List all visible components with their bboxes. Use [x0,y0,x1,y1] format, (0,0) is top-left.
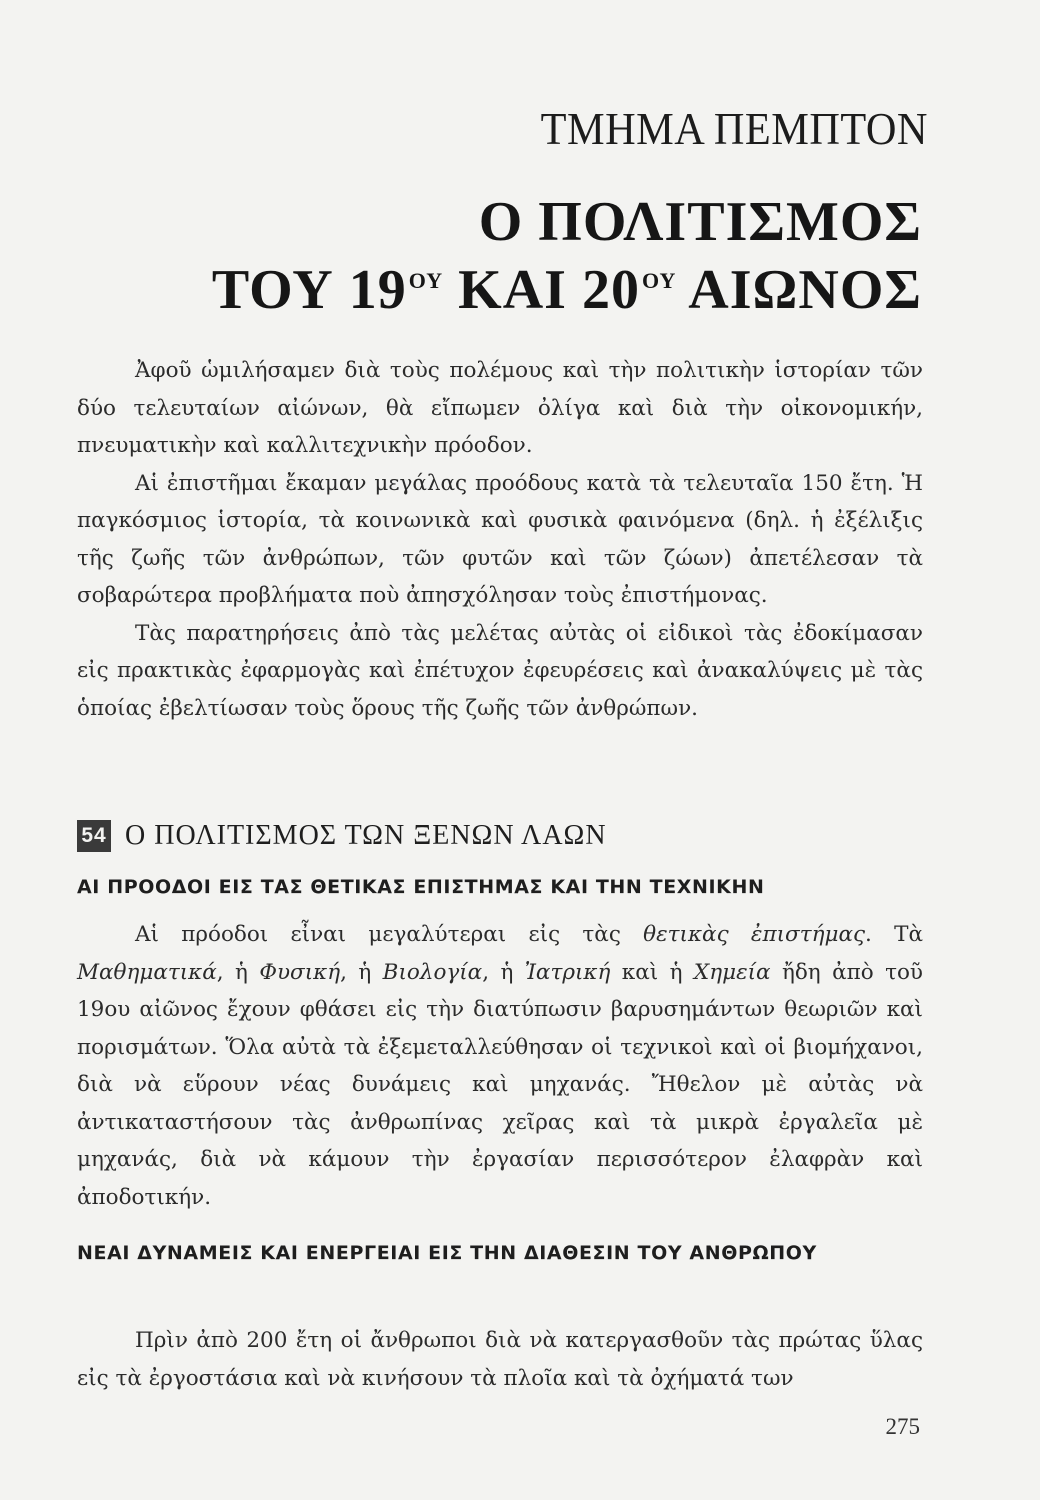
body-paragraph: Αἱ πρόοδοι εἶναι μεγαλύτεραι εἰς τὰς θετικὰς ἐπιστήμας. Τὰ Μαθηματικά, ἡ Φυσική, ἡ Βιολογία, ἡ Ἰατρική καὶ ἡ Χημεία ἤδη ἀπὸ τοῦ 19ου αἰῶνος ἔχουν φθάσει εἰς τὴν διατύπωσιν βαρυσημάντων θεωριῶν καὶ πορισμάτων. Ὅλα αὐτὰ τὰ ἐξεμεταλλεύθησαν οἱ τεχνικοὶ καὶ οἱ βιομήχανοι, διὰ νὰ εὕρουν νέας δυνάμεις καὶ μηχανάς. Ἤθελον μὲ αὐτὰς νὰ ἀντικαταστήσουν τὰς ἀνθρωπίνας χεῖρας καὶ τὰ μικρὰ ἐργαλεῖα μὲ μηχανάς, διὰ νὰ κάμουν τὴν ἐργασίαν περισσότερον ἐλαφρὰν καὶ ἀποδοτικήν. [77,922,923,1210]
intro-text [77,352,923,727]
body-paragraph: Πρὶν ἀπὸ 200 ἔτη οἱ ἄνθρωποι διὰ νὰ κατεργασθοῦν τὰς πρώτας ὕλας εἰς τὰ ἐργοστάσια καὶ νὰ κινήσουν τὰ πλοῖα καὶ τὰ ὀχήματά των [77,1328,923,1391]
section-heading [77,820,607,852]
subsection-heading: ΑΙ ΠΡΟΟΔΟΙ ΕΙΣ ΤΑΣ ΘΕΤΙΚΑΣ ΕΠΙΣΤΗΜΑΣ ΚΑΙ ΤΗΝ ΤΕΧΝΙΚΗΝ [77,876,765,898]
subsection-heading: ΝΕΑΙ ΔΥΝΑΜΕΙΣ ΚΑΙ ΕΝΕΡΓΕΙΑΙ ΕΙΣ ΤΗΝ ΔΙΑΘΕΣΙΝ ΤΟΥ ΑΝΘΡΩΠΟΥ [77,1242,817,1264]
subsection1-text [77,916,923,1216]
subsection2-text [77,1322,923,1397]
intro-paragraph: Τὰς παρατηρήσεις ἀπὸ τὰς μελέτας αὐτὰς οἱ εἰδικοὶ τὰς ἐδοκίμασαν εἰς πρακτικὰς ἐφαρμογὰς καὶ ἐπέτυχον ἐφευρέσεις καὶ ἀνακαλύψεις μὲ τὰς ὁποίας ἐβελτίωσαν τοὺς ὅρους τῆς ζωῆς τῶν ἀνθρώπων. [77,620,923,721]
section-title: Ο ΠΟΛΙΤΙΣΜΟΣ ΤΩΝ ΞΕΝΩΝ ΛΑΩΝ [125,820,607,851]
chapter-title-line1: Ο ΠΟΛΙΤΙΣΜΟΣ [478,191,922,253]
chapter-title-line2: ΤΟΥ $19^{O\Upsilon}$ ΚΑΙ $20^{O\Upsilon}$ ΑΙΩΝΟΣ [211,259,922,321]
part-title: ΤΜΗΜΑ ΠΕΜΠΤΟΝ [540,103,928,154]
intro-paragraph: Ἀφοῦ ὡμιλήσαμεν διὰ τοὺς πολέμους καὶ τὴν πολιτικὴν ἱστορίαν τῶν δύο τελευταίων αἰώνων, θὰ εἴπωμεν ὀλίγα καὶ διὰ τὴν οἰκονομικήν, πνευματικὴν καὶ καλλιτεχνικὴν πρόοδον. [77,358,923,458]
section-number-badge: 54 [77,820,111,852]
intro-paragraph: Αἱ ἐπιστῆμαι ἔκαμαν μεγάλας προόδους κατὰ τὰ τελευταῖα 150 ἔτη. Ἡ παγκόσμιος ἱστορία, τὰ κοινωνικὰ καὶ φυσικὰ φαινόμενα (δηλ. ἡ ἐξέλιξις τῆς ζωῆς τῶν ἀνθρώπων, τῶν φυτῶν καὶ τῶν ζώων) ἀπετέλεσαν τὰ σοβαρώτερα προβλήματα ποὺ ἀπησχόλησαν τοὺς ἐπιστήμονας. [77,470,923,608]
page-number: 275 [885,1414,920,1439]
